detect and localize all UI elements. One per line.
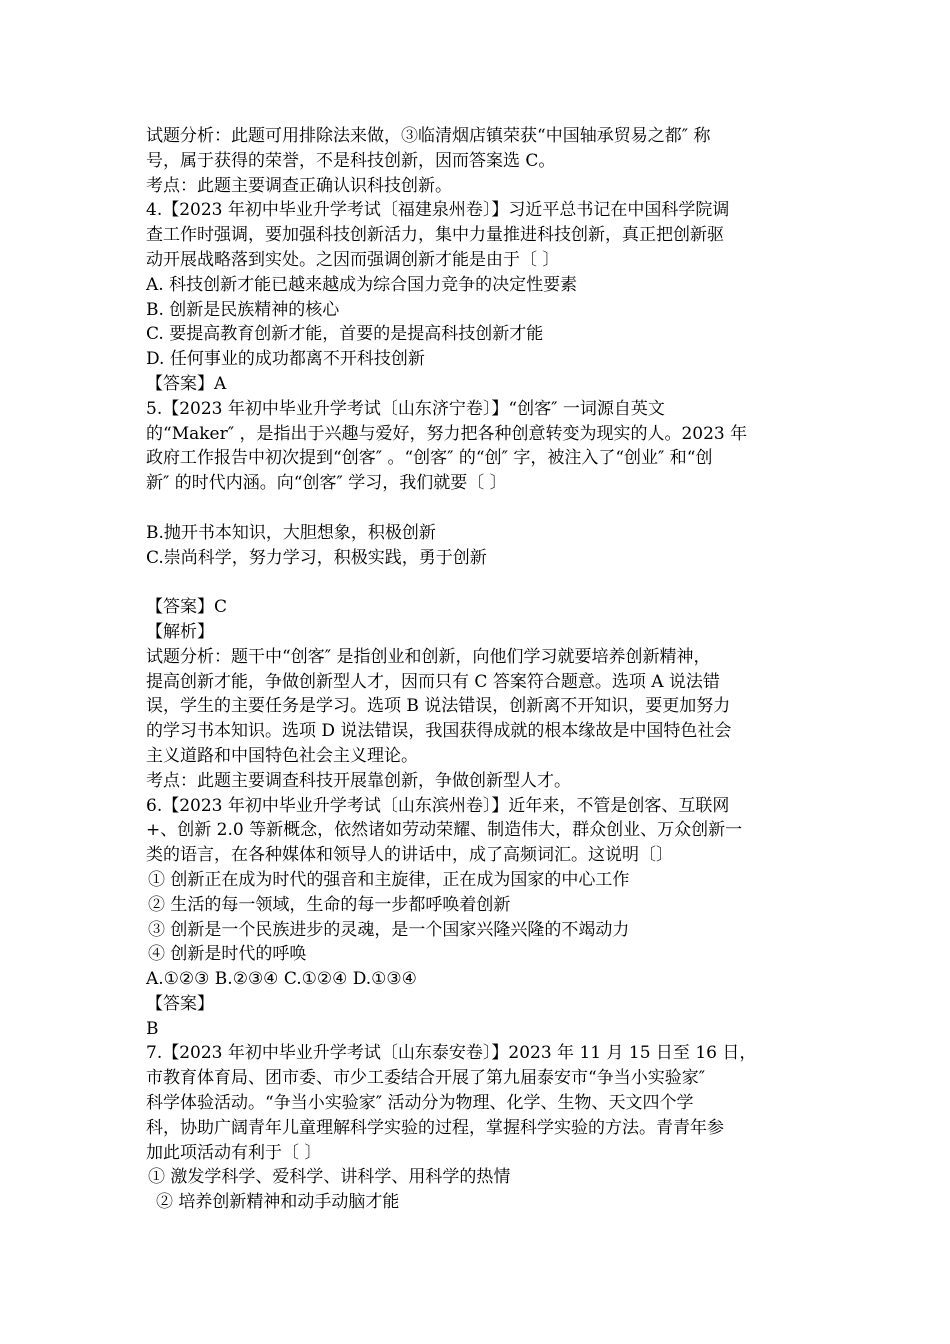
question-5-stem: 5.【2023 年初中毕业升学考试〔山东济宁卷〕】“创客″ 一词源自英文	[146, 398, 665, 419]
text-line: 试题分析：题干中“创客″ 是指创业和创新，向他们学习就要培养创新精神，	[146, 646, 711, 667]
text-line: 科学体验活动。“争当小实验家″ 活动分为物理、化学、生物、天文四个学	[146, 1093, 694, 1114]
text-line: 考点：此题主要调查科技开展靠创新，争做创新型人才。	[146, 770, 571, 791]
text-line: 的“Maker″ ，是指出于兴趣与爱好，努力把各种创意转变为现实的人。2023 年	[146, 423, 748, 444]
text-line: 号，属于获得的荣誉，不是科技创新，因而答案选 C。	[146, 150, 556, 171]
text-line: +、创新 2.0 等新概念，依然诸如劳动荣耀、制造伟大，群众创业、万众创新一	[146, 820, 743, 841]
option-c: C. 要提高教育创新才能，首要的是提高科技创新才能	[146, 324, 544, 345]
option-b: B. 创新是民族精神的核心	[146, 299, 340, 320]
document-page	[146, 124, 806, 1215]
statement-2: ② 培养创新精神和动手动脑才能	[156, 1192, 400, 1213]
text-line: 加此项活动有利于〔 〕	[146, 1142, 322, 1163]
blank-line	[146, 570, 806, 595]
option-a: A. 科技创新才能已越来越成为综合国力竞争的决定性要素	[146, 274, 578, 295]
text-line: 市教育体育局、团市委、市少工委结合开展了第九届泰安市“争当小实验家″	[146, 1068, 706, 1089]
text-line: 科，协助广阔青年儿童理解科学实验的过程，掌握科学实验的方法。青青年参	[146, 1117, 724, 1138]
analysis-heading: 【解析】	[146, 621, 214, 642]
text-line: 试题分析：此题可用排除法来做，③临清烟店镇荣获“中国轴承贸易之都″ 称	[146, 126, 711, 146]
text-line: 考点：此题主要调查正确认识科技创新。	[146, 175, 452, 196]
text-line: 类的语言，在各种媒体和领导人的讲话中，成了高频词汇。这说明〔〕	[146, 845, 673, 866]
option-d: D. 任何事业的成功都离不开科技创新	[146, 349, 425, 370]
text-line: 提高创新才能，争做创新型人才，因而只有 C 答案符合题意。选项 A 说法错	[146, 671, 720, 692]
text-line: 的学习书本知识。选项 D 说法错误，我国获得成就的根本缘故是中国特色社会	[146, 721, 732, 742]
text-line: 查工作时强调，要加强科技创新活力，集中力量推进科技创新，真正把创新驱	[146, 225, 724, 246]
question-7-stem: 7.【2023 年初中毕业升学考试〔山东泰安卷〕】2023 年 11 月 15 日至 16 日，	[146, 1043, 757, 1064]
statement-2: ② 生活的每一领域，生命的每一步都呼唤着创新	[148, 894, 511, 915]
text-line: 误，学生的主要任务是学习。选项 B 说法错误，创新离不开知识，要更加努力	[146, 696, 731, 717]
option-c: C.崇尚科学，努力学习，积极实践，勇于创新	[146, 547, 487, 568]
statement-1: ① 创新正在成为时代的强音和主旋律，正在成为国家的中心工作	[148, 869, 630, 890]
answer-heading: 【答案】	[146, 993, 214, 1014]
text-line: 主义道路和中国特色社会主义理论。	[146, 745, 418, 766]
answer-value: B	[146, 1018, 159, 1039]
answer-line: 【答案】C	[146, 597, 228, 618]
options-line: A.①②③ B.②③④ C.①②④ D.①③④	[146, 969, 417, 990]
text-line: 政府工作报告中初次提到“创客″ 。“创客″ 的“创″ 字，被注入了“创业″ 和“创	[146, 448, 713, 469]
text-line: 新″ 的时代内涵。向“创客″ 学习，我们就要〔 〕	[146, 473, 507, 494]
statement-3: ③ 创新是一个民族进步的灵魂，是一个国家兴隆兴隆的不竭动力	[148, 919, 630, 940]
question-4-stem: 4.【2023 年初中毕业升学考试〔福建泉州卷〕】习近平总书记在中国科学院调	[146, 200, 730, 221]
statement-1: ① 激发学科学、爱科学、讲科学、用科学的热情	[148, 1167, 511, 1188]
statement-4: ④ 创新是时代的呼唤	[148, 944, 307, 965]
question-6-stem: 6.【2023 年初中毕业升学考试〔山东滨州卷〕】近年来，不管是创客、互联网	[146, 795, 730, 816]
option-b: B.抛开书本知识，大胆想象，积极创新	[146, 522, 436, 543]
blank-line	[146, 496, 806, 521]
text-line: 动开展战略落到实处。之因而强调创新才能是由于〔 〕	[146, 249, 560, 270]
answer-line: 【答案】A	[146, 373, 227, 394]
